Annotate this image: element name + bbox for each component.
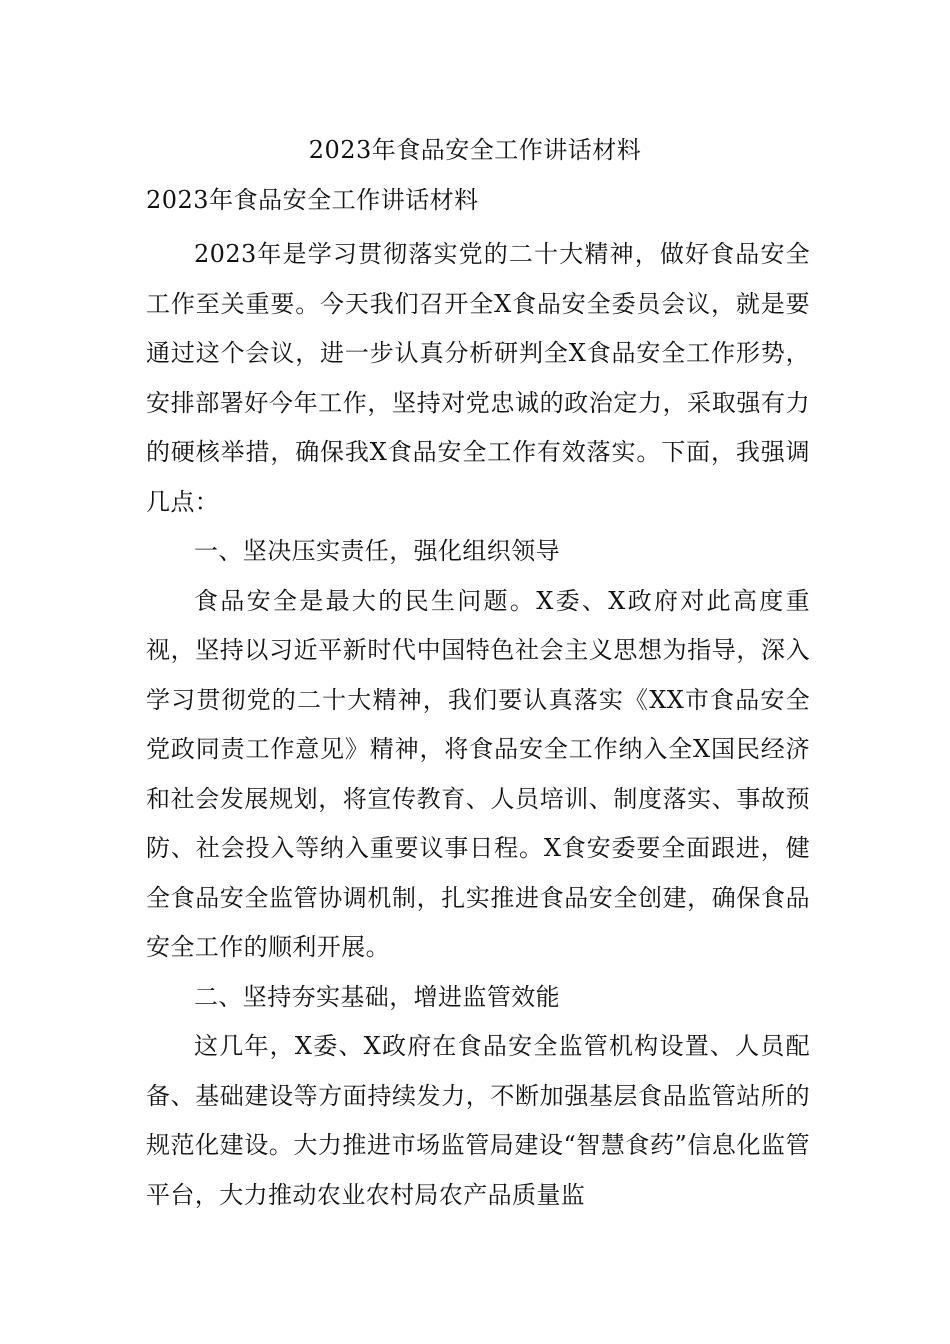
intro-paragraph: 2023年是学习贯彻落实党的二十大精神，做好食品安全工作至关重要。今天我们召开全X食品安全委员会议，就是要通过这个会议，进一步认真分析研判全X食品安全工作形势，安排部署好今年工作，坚持对党忠诚的政治定力，采取强有力的硬核举措，确保我X食品安全工作有效落实。下面，我强调几点： [146, 240, 810, 516]
section-2-paragraph: 这几年，X委、X政府在食品安全监管机构设置、人员配备、基础建设等方面持续发力，不断加强基层食品监管站所的规范化建设。大力推进市场监管局建设“智慧食药”信息化监管平台，大力推动农业农村局农产品质量监 [146, 1032, 810, 1209]
document-subtitle: 2023年食品安全工作讲话材料 [146, 186, 479, 214]
document-title: 2023年食品安全工作讲话材料 [308, 136, 642, 164]
document-body [146, 230, 810, 1220]
section-heading-2: 二、坚持夯实基础，增进监管效能 [194, 982, 560, 1011]
section-1-paragraph: 食品安全是最大的民生问题。X委、X政府对此高度重视，坚持以习近平新时代中国特色社会主义思想为指导，深入学习贯彻党的二十大精神，我们要认真落实《XX市食品安全党政同责工作意见》精神，将食品安全工作纳入全X国民经济和社会发展规划，将宣传教育、人员培训、制度落实、事故预防、社会投入等纳入重要议事日程。X食安委要全面跟进，健全食品安全监管协调机制，扎实推进食品安全创建，确保食品安全工作的顺利开展。 [146, 586, 810, 961]
section-heading-1: 一、坚决压实责任，强化组织领导 [194, 537, 560, 565]
